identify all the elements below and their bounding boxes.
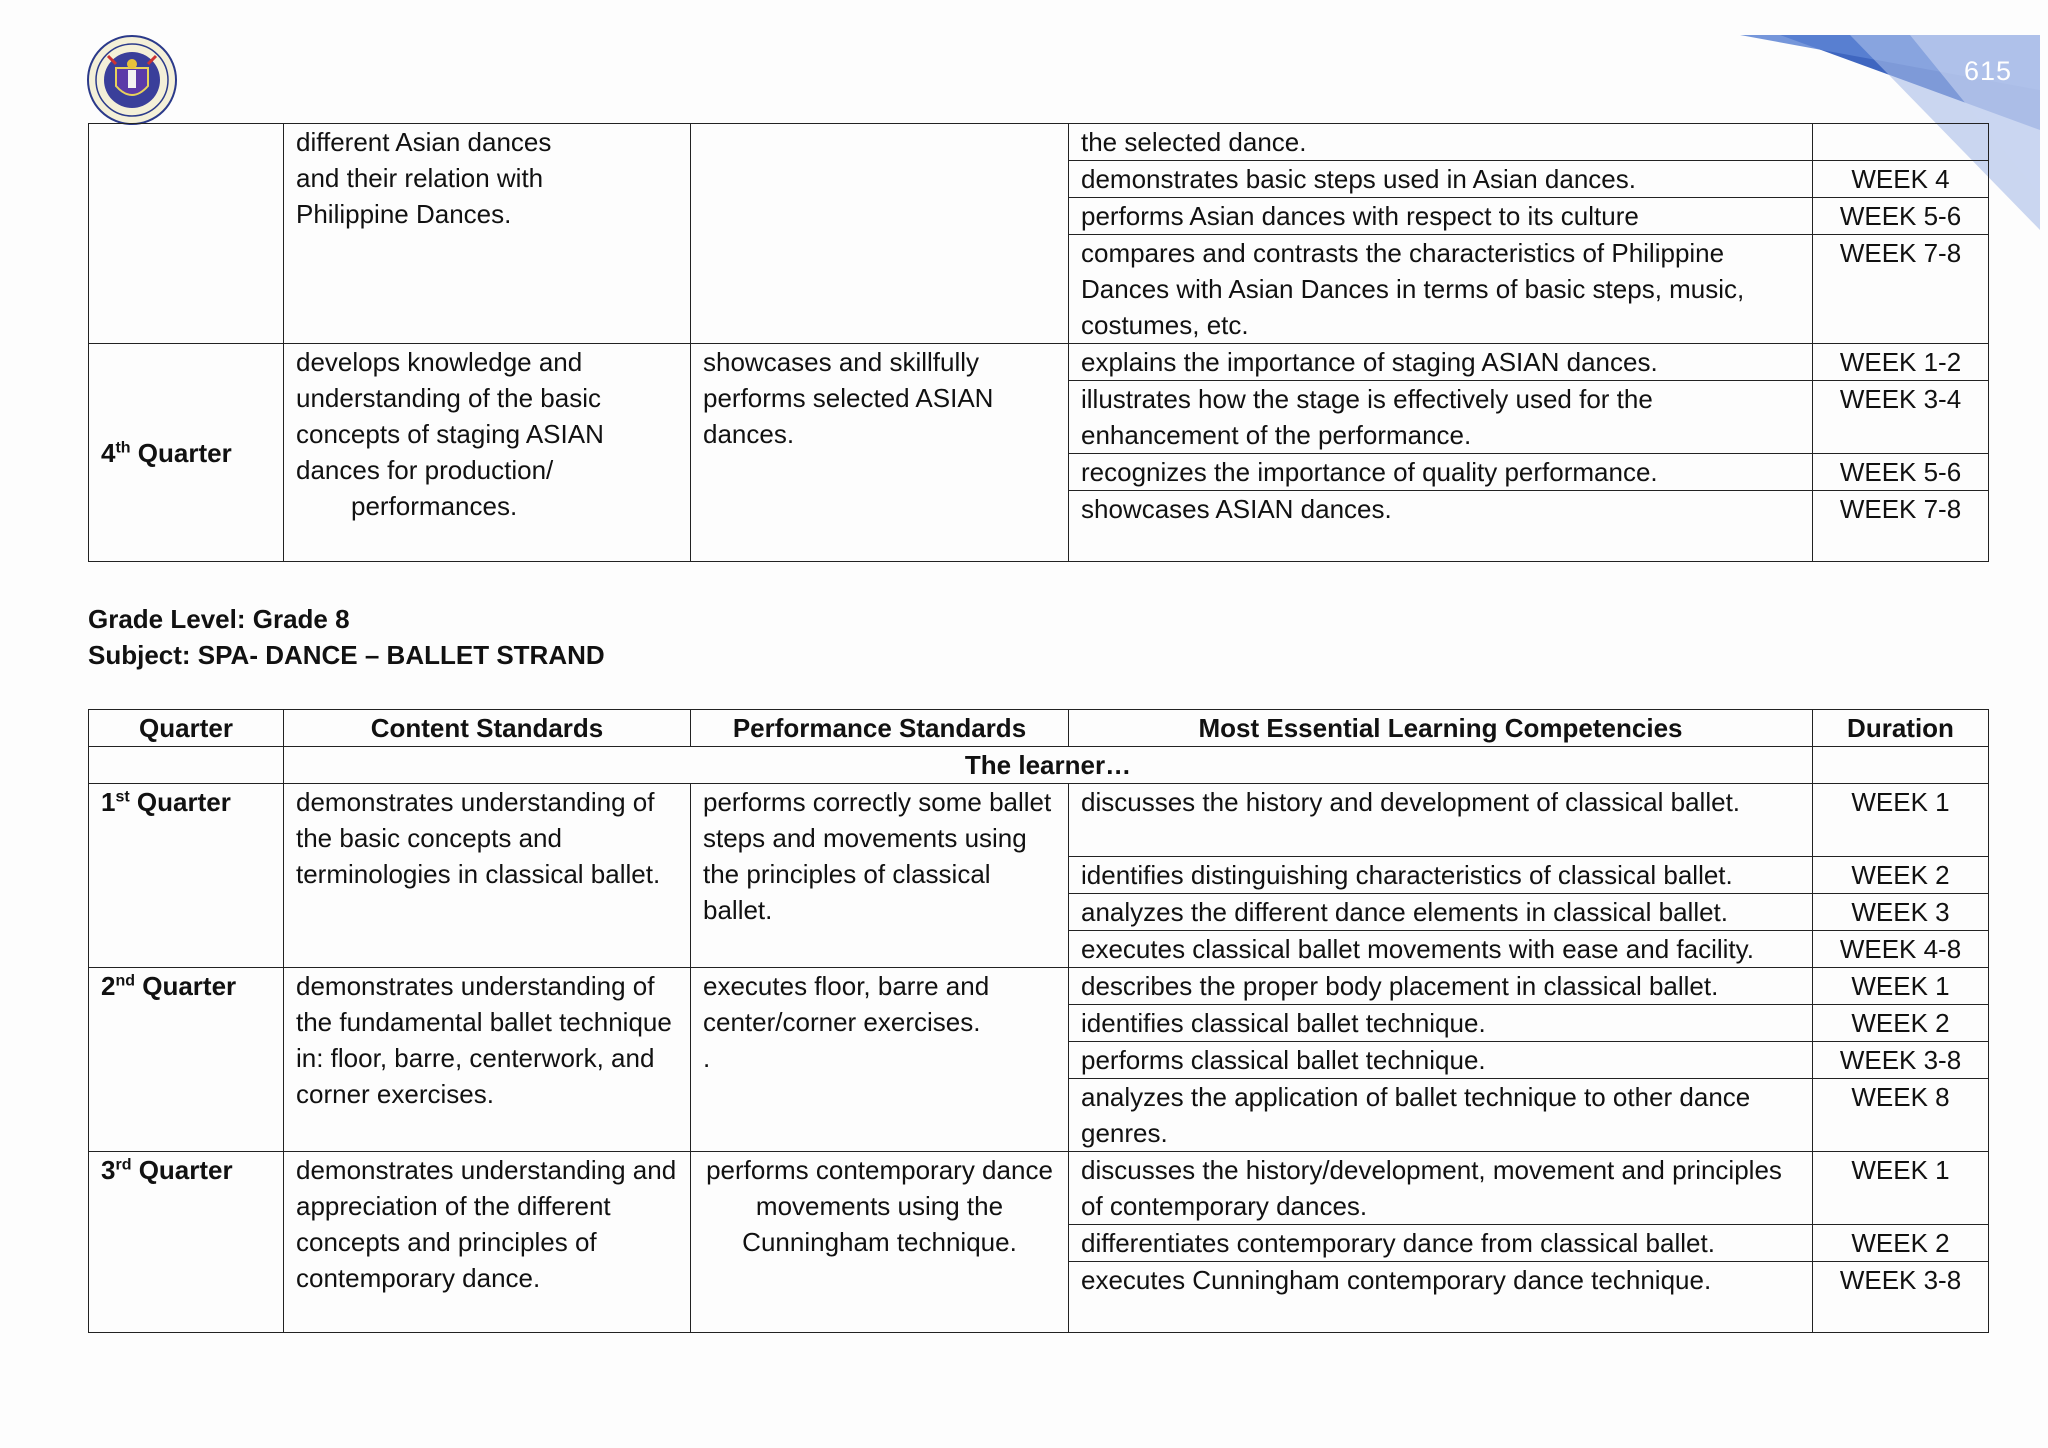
competency-cell: executes classical ballet movements with ease and facility. (1069, 931, 1813, 968)
competency-cell: illustrates how the stage is effectively used for the enhancement of the performance. (1069, 381, 1813, 454)
competency-cell: describes the proper body placement in classical ballet. (1069, 968, 1813, 1005)
duration-cell: WEEK 4 (1813, 161, 1989, 198)
duration-cell: WEEK 4-8 (1813, 931, 1989, 968)
competency-cell: explains the importance of staging ASIAN dances. (1069, 344, 1813, 381)
competency-cell: the selected dance. (1069, 124, 1813, 161)
competency-cell: executes Cunningham contemporary dance technique. (1069, 1262, 1813, 1333)
duration-cell: WEEK 3-8 (1813, 1262, 1989, 1333)
competency-cell: showcases ASIAN dances. (1069, 491, 1813, 562)
duration-cell: WEEK 5-6 (1813, 454, 1989, 491)
performance-standards-cell: performs contemporary dance movements using the Cunningham technique. (691, 1152, 1069, 1333)
competency-cell: discusses the history and development of classical ballet. (1069, 784, 1813, 857)
performance-standards-cell: showcases and skillfully performs selected ASIAN dances. (691, 344, 1069, 562)
quarter-label-2nd: 2nd Quarter (89, 968, 284, 1152)
competency-cell: identifies classical ballet technique. (1069, 1005, 1813, 1042)
header-competencies: Most Essential Learning Competencies (1069, 710, 1813, 747)
content-standards-cell: develops knowledge and understanding of the basic concepts of staging ASIAN dances for production/ performances. (284, 344, 691, 562)
duration-cell: WEEK 2 (1813, 857, 1989, 894)
duration-cell: WEEK 8 (1813, 1079, 1989, 1152)
header-quarter: Quarter (89, 710, 284, 747)
table-previous-grade-continued (88, 123, 1989, 562)
header-content-standards: Content Standards (284, 710, 691, 747)
content-standards-cell: different Asian dances and their relation with Philippine Dances. (284, 124, 691, 344)
duration-cell: WEEK 1 (1813, 1152, 1989, 1225)
quarter-label-4th: 4th Quarter (89, 344, 284, 562)
competency-cell: differentiates contemporary dance from classical ballet. (1069, 1225, 1813, 1262)
grade-level-heading: Grade Level: Grade 8 (88, 604, 350, 634)
competency-cell: discusses the history/development, movement and principles of contemporary dances. (1069, 1152, 1813, 1225)
the-learner-label: The learner… (284, 747, 1813, 784)
duration-cell: WEEK 2 (1813, 1225, 1989, 1262)
quarter-label-1st: 1st Quarter (89, 784, 284, 968)
content-standards-cell: demonstrates understanding and appreciation of the different concepts and principles of contemporary dance. (284, 1152, 691, 1333)
learner-row (89, 747, 1989, 784)
duration-cell: WEEK 1 (1813, 784, 1989, 857)
competency-cell: demonstrates basic steps used in Asian dances. (1069, 161, 1813, 198)
duration-cell (1813, 124, 1989, 161)
deped-seal-icon (86, 34, 178, 126)
duration-cell: WEEK 1 (1813, 968, 1989, 1005)
performance-standards-cell (691, 124, 1069, 344)
quarter-label-3rd: 3rd Quarter (89, 1152, 284, 1333)
competency-cell: recognizes the importance of quality performance. (1069, 454, 1813, 491)
competency-cell: identifies distinguishing characteristics of classical ballet. (1069, 857, 1813, 894)
quarter-cell (89, 124, 284, 344)
duration-cell: WEEK 1-2 (1813, 344, 1989, 381)
header-performance-standards: Performance Standards (691, 710, 1069, 747)
duration-cell: WEEK 3-4 (1813, 381, 1989, 454)
page-number: 615 (1963, 56, 2012, 86)
ballet-strand-table (88, 709, 1989, 1333)
competency-cell: performs Asian dances with respect to its culture (1069, 198, 1813, 235)
content-standards-cell: demonstrates understanding of the basic concepts and terminologies in classical ballet. (284, 784, 691, 968)
subject-heading: Subject: SPA- DANCE – BALLET STRAND (88, 640, 605, 670)
duration-cell: WEEK 2 (1813, 1005, 1989, 1042)
duration-cell: WEEK 7-8 (1813, 235, 1989, 344)
performance-standards-cell: executes floor, barre and center/corner exercises. . (691, 968, 1069, 1152)
competency-cell: performs classical ballet technique. (1069, 1042, 1813, 1079)
table-header-row (89, 710, 1989, 747)
content-standards-cell: demonstrates understanding of the fundamental ballet technique in: floor, barre, centerwork, and corner exercises. (284, 968, 691, 1152)
duration-cell: WEEK 3-8 (1813, 1042, 1989, 1079)
duration-cell: WEEK 3 (1813, 894, 1989, 931)
duration-cell: WEEK 5-6 (1813, 198, 1989, 235)
duration-cell: WEEK 7-8 (1813, 491, 1989, 562)
header-duration: Duration (1813, 710, 1989, 747)
competency-cell: analyzes the different dance elements in classical ballet. (1069, 894, 1813, 931)
performance-standards-cell: performs correctly some ballet steps and movements using the principles of classical ballet. (691, 784, 1069, 968)
competency-cell: analyzes the application of ballet technique to other dance genres. (1069, 1079, 1813, 1152)
competency-cell: compares and contrasts the characteristics of Philippine Dances with Asian Dances in terms of basic steps, music, costumes, etc. (1069, 235, 1813, 344)
